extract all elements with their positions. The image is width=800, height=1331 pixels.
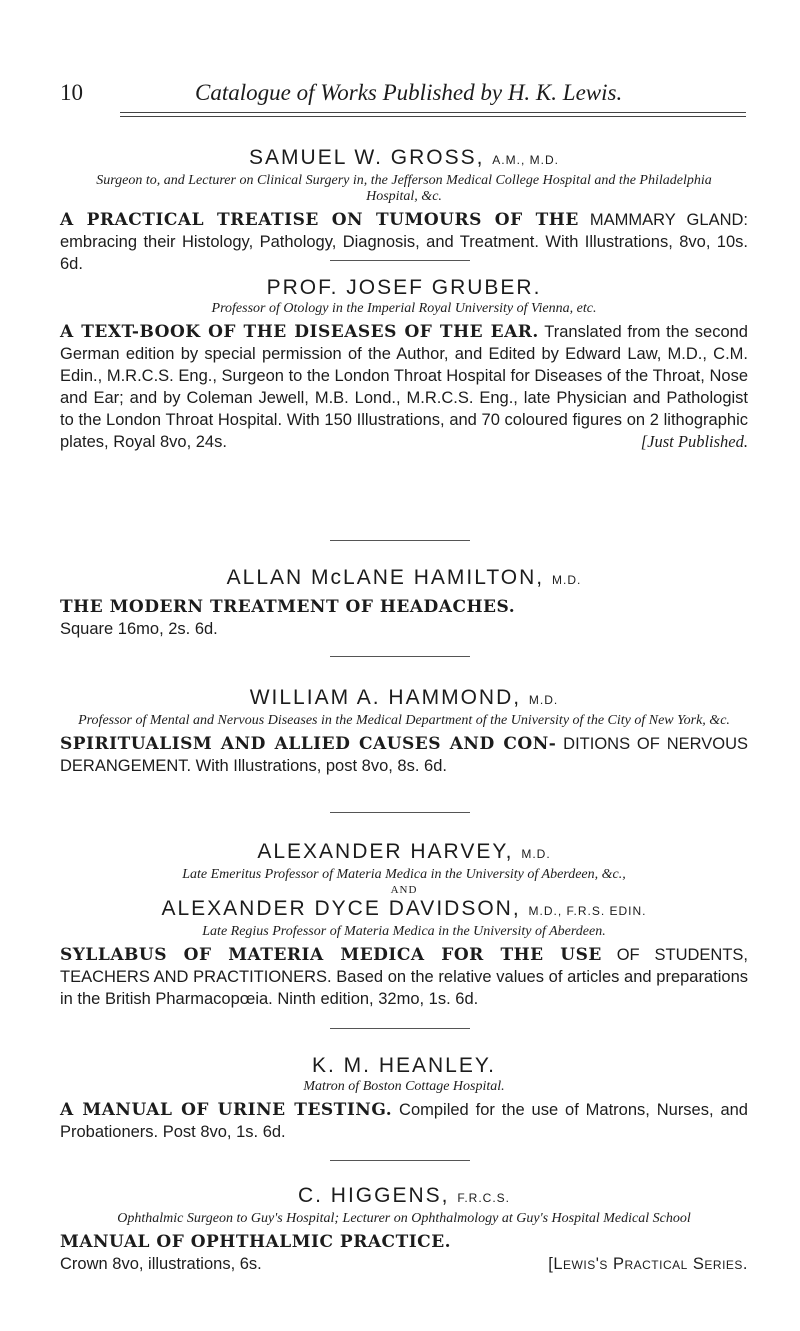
publication-note: [Just Published.	[640, 432, 748, 451]
page-number: 10	[60, 80, 83, 105]
book-description: A TEXT-BOOK OF THE DISEASES OF THE EAR. Translated from the second German edition by special permission of the Author, and Edited by Edward Law, M.D., C.M. Edin., M.R.C.S. Eng., Surgeon to the London Throat Hospital for Diseases of the Throat, Nose and Ear; and by Coleman Jewell, M.B. Lond., M.R.C.S. Eng., late Physician and Pathologist to the London Throat Hospital. With 150 Illustrations, and 70 coloured figures on 2 lithographic plates, Royal 8vo, 24s. [Just Published.	[60, 322, 748, 451]
entry-divider	[330, 656, 470, 657]
series-note: [Lewis's Practical Series.	[548, 1255, 748, 1273]
header-double-rule	[120, 112, 746, 118]
author-name: WILLIAM A. HAMMOND, M.D.	[249, 686, 559, 709]
book-title: A PRACTICAL TREATISE ON TUMOURS OF THE	[60, 210, 579, 230]
catalogue-entry	[60, 1054, 748, 1143]
co-author-degrees: M.D., F.R.S. EDIN.	[528, 904, 647, 918]
book-description: SYLLABUS OF MATERIA MEDICA FOR THE USE OF STUDENTS, TEACHERS AND PRACTITIONERS. Based on the relative values of articles and preparations in the British Pharmacopœia. Ninth edition, 32mo, 1s. 6d.	[60, 945, 748, 1008]
author-name: PROF. JOSEF GRUBER.	[266, 276, 542, 299]
catalogue-entry	[60, 146, 748, 275]
book-title: MANUAL OF OPHTHALMIC PRACTICE.	[60, 1232, 452, 1252]
book-title: A TEXT-BOOK OF THE DISEASES OF THE EAR.	[60, 322, 539, 342]
book-description: THE MODERN TREATMENT OF HEADACHES. Square 16mo, 2s. 6d.	[60, 597, 516, 638]
author-name: ALLAN McLANE HAMILTON, M.D.	[226, 566, 582, 589]
author-name: SAMUEL W. GROSS, A.M., M.D.	[249, 146, 559, 169]
entry-divider	[330, 1028, 470, 1029]
book-title: A MANUAL OF URINE TESTING.	[60, 1100, 393, 1120]
entry-divider	[330, 260, 470, 261]
author-affiliation: Late Emeritus Professor of Materia Medica in the University of Aberdeen, &c.,	[182, 867, 626, 882]
book-description: SPIRITUALISM AND ALLIED CAUSES AND CON- DITIONS OF NERVOUS DERANGEMENT. With Illustrations, post 8vo, 8s. 6d.	[60, 734, 748, 775]
author-name: ALEXANDER HARVEY, M.D.	[257, 840, 551, 863]
book-title: SYLLABUS OF MATERIA MEDICA FOR THE USE	[60, 945, 602, 965]
author-affiliation: Professor of Otology in the Imperial Royal University of Vienna, etc.	[211, 301, 597, 316]
catalogue-entry	[60, 1184, 748, 1275]
entry-divider	[330, 540, 470, 541]
author-degrees: F.R.C.S.	[457, 1191, 511, 1205]
book-title: SPIRITUALISM AND ALLIED CAUSES AND CON-	[60, 734, 557, 754]
author-affiliation: Matron of Boston Cottage Hospital.	[303, 1079, 505, 1094]
book-title: THE MODERN TREATMENT OF HEADACHES.	[60, 597, 516, 617]
entry-divider	[330, 812, 470, 813]
catalogue-entry	[60, 276, 748, 453]
catalogue-entry	[60, 686, 748, 777]
book-description: A PRACTICAL TREATISE ON TUMOURS OF THE MAMMARY GLAND: embracing their Histology, Pathology, Diagnosis, and Treatment. With Illustrations, 8vo, 10s. 6d.	[60, 210, 748, 273]
author-affiliation: Professor of Mental and Nervous Diseases in the Medical Department of the University of the City of New York, &c.	[78, 713, 730, 728]
catalogue-entry	[60, 840, 748, 1010]
author-degrees: M.D.	[528, 693, 559, 707]
author-name: C. HIGGENS, F.R.C.S.	[297, 1184, 511, 1207]
author-name: K. M. HEANLEY.	[311, 1054, 496, 1077]
author-affiliation: Surgeon to, and Lecturer on Clinical Surgery in, the Jefferson Medical College Hospital and the Philadelphia Hospital, &c.	[96, 173, 712, 204]
author-degrees: M.D.	[551, 573, 582, 587]
book-description: A MANUAL OF URINE TESTING. Compiled for the use of Matrons, Nurses, and Probationers. Post 8vo, 1s. 6d.	[60, 1100, 748, 1141]
entry-divider	[330, 1160, 470, 1161]
author-degrees: M.D.	[521, 847, 551, 861]
page-title: Catalogue of Works Published by H. K. Lewis.	[195, 80, 623, 105]
co-author-affiliation: Late Regius Professor of Materia Medica in the University of Aberdeen.	[202, 924, 606, 939]
catalogue-entry	[60, 566, 748, 640]
author-conjunction: AND	[390, 884, 418, 896]
author-degrees: A.M., M.D.	[492, 153, 559, 167]
author-affiliation: Ophthalmic Surgeon to Guy's Hospital; Lecturer on Ophthalmology at Guy's Hospital Medical School	[117, 1211, 691, 1226]
book-description: MANUAL OF OPHTHALMIC PRACTICE. Crown 8vo, illustrations, 6s. [Lewis's Practical Series.	[60, 1232, 748, 1273]
co-author-name: ALEXANDER DYCE DAVIDSON, M.D., F.R.S. EDIN.	[161, 897, 647, 920]
